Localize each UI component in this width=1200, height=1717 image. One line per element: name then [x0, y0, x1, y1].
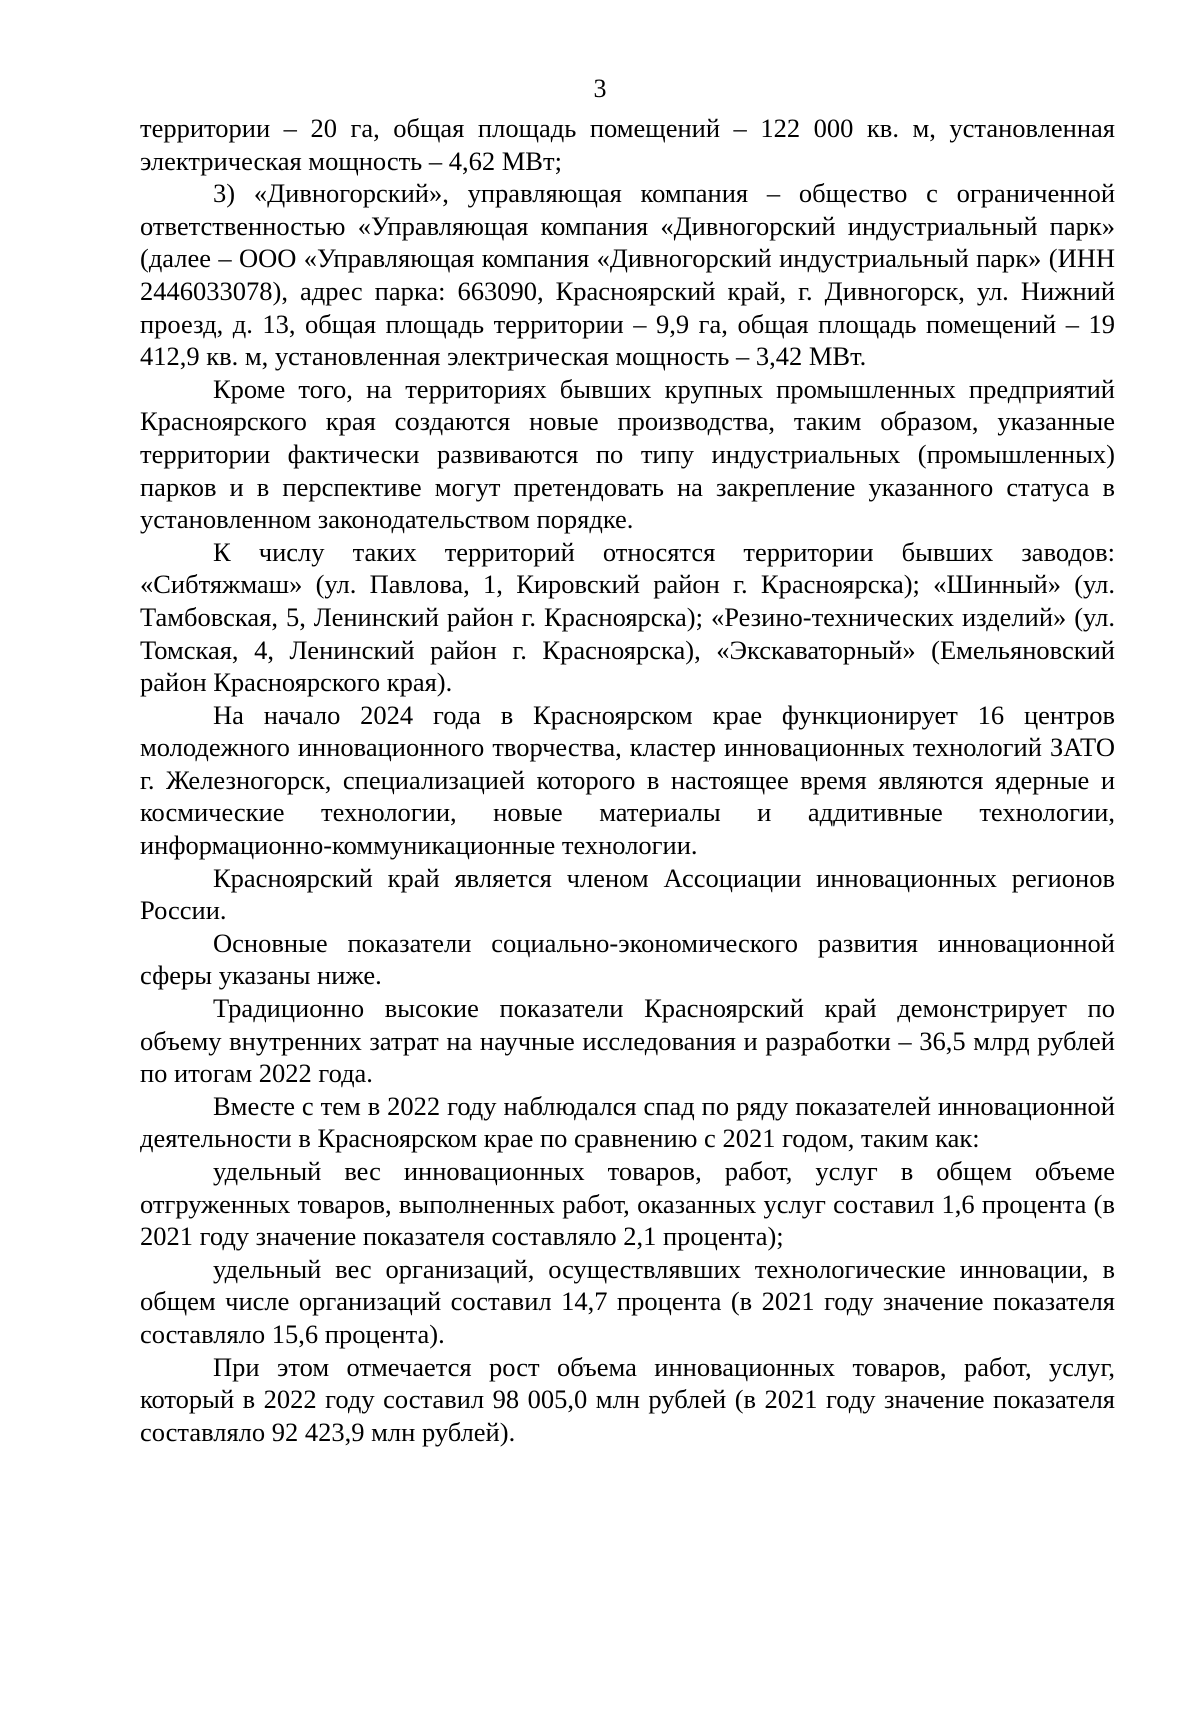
paragraph: Кроме того, на территориях бывших крупных промышленных предприятий Красноярского края создаются новые производства, таким образом, указанные территории фактически развиваются по типу индустриальных (промышленных) парков и в перспективе могут претендовать на закрепление указанного статуса в установленном законодательством порядке.	[140, 373, 1115, 535]
paragraph: К числу таких территорий относятся территории бывших заводов: «Сибтяжмаш» (ул. Павлова, 1, Кировский район г. Красноярска); «Шинный» (ул. Тамбовская, 5, Ленинский район г. Красноярска); «Резино-технических изделий» (ул. Томская, 4, Ленинский район г. Красноярска), «Экскаваторный» (Емельяновский район Красноярского края).	[140, 536, 1115, 698]
paragraph: удельный вес организаций, осуществлявших технологические инновации, в общем числе организаций составил 14,7 процента (в 2021 году значение показателя составляло 15,6 процента).	[140, 1253, 1115, 1349]
paragraph: При этом отмечается рост объема инновационных товаров, работ, услуг, который в 2022 году составил 98 005,0 млн рублей (в 2021 году значение показателя составляло 92 423,9 млн рублей).	[140, 1351, 1115, 1447]
page-number: 3	[593, 74, 607, 103]
paragraph: территории – 20 га, общая площадь помещений – 122 000 кв. м, установленная электрическая мощность – 4,62 МВт;	[140, 113, 1115, 176]
paragraph: Вместе с тем в 2022 году наблюдался спад по ряду показателей инновационной деятельности в Красноярском крае по сравнению с 2021 годом, таким как:	[140, 1090, 1115, 1154]
paragraph: удельный вес инновационных товаров, работ, услуг в общем объеме отгруженных товаров, выполненных работ, оказанных услуг составил 1,6 процента (в 2021 году значение показателя составляло 2,1 процента);	[140, 1156, 1115, 1252]
paragraph: Красноярский край является членом Ассоциации инновационных регионов России.	[140, 862, 1115, 926]
paragraph: Основные показатели социально-экономического развития инновационной сферы указаны ниже.	[140, 927, 1115, 991]
paragraph: Традиционно высокие показатели Красноярский край демонстрирует по объему внутренних затрат на научные исследования и разработки – 36,5 млрд рублей по итогам 2022 года.	[140, 993, 1115, 1089]
paragraph: 3) «Дивногорский», управляющая компания – общество с ограниченной ответственностью «Управляющая компания «Дивногорский индустриальный парк» (далее – ООО «Управляющая компания «Дивногорский индустриальный парк» (ИНН 2446033078), адрес парка: 663090, Красноярский край, г. Дивногорск, ул. Нижний проезд, д. 13, общая площадь территории – 9,9 га, общая площадь помещений – 19 412,9 кв. м, установленная электрическая мощность – 3,42 МВт.	[140, 178, 1115, 372]
document-body	[140, 112, 1115, 1448]
paragraph: На начало 2024 года в Красноярском крае функционирует 16 центров молодежного инновационного творчества, кластер инновационных технологий ЗАТО г. Железногорск, специализацией которого в настоящее время являются ядерные и космические технологии, новые материалы и аддитивные технологии, информационно-коммуникационные технологии.	[140, 699, 1115, 861]
